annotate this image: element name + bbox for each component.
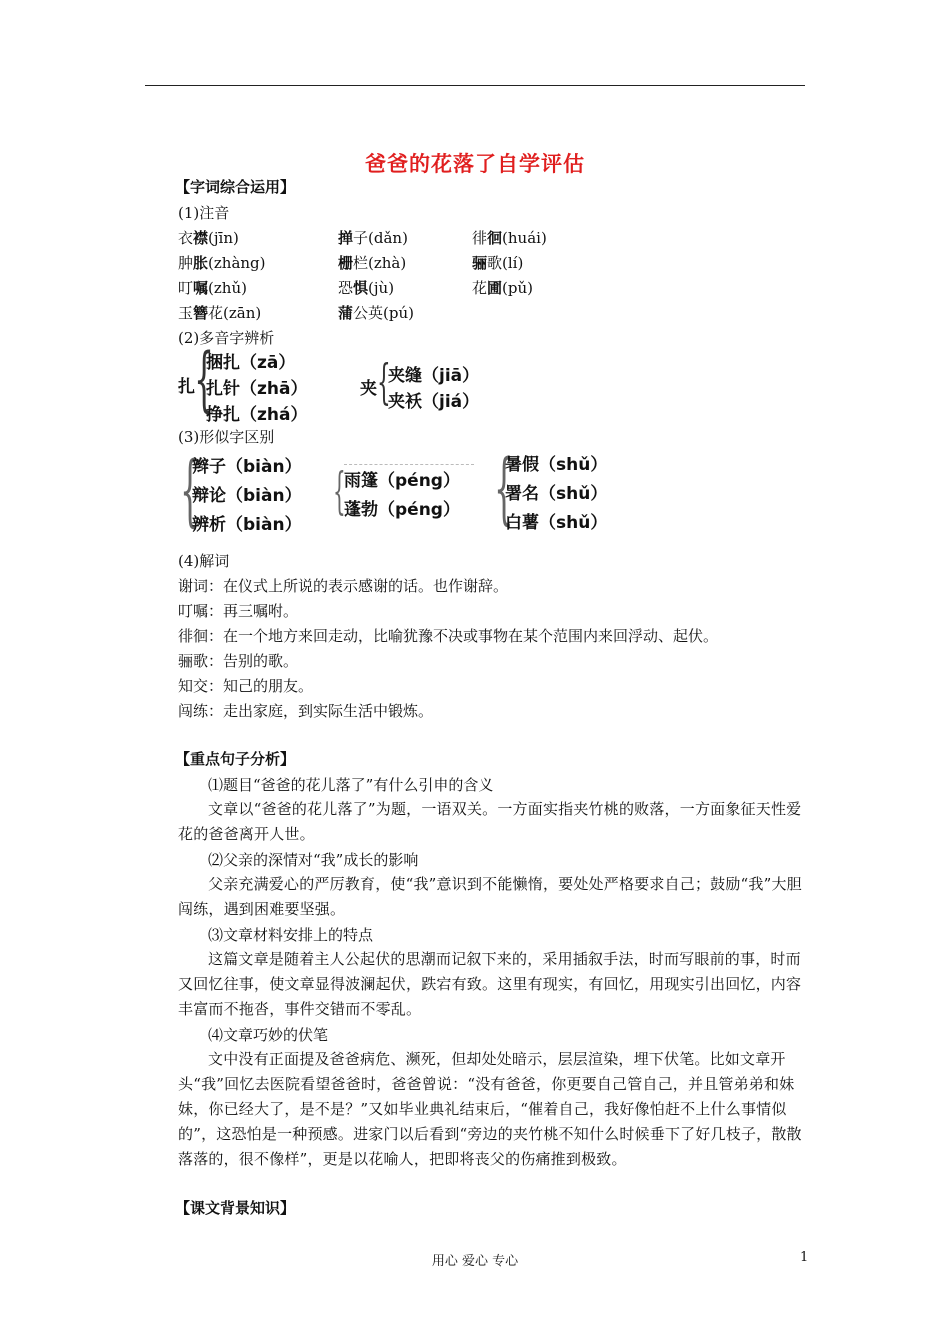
section-heading-vocab: 【字词综合运用】 bbox=[175, 178, 296, 196]
divider bbox=[344, 464, 474, 465]
question: ⑷文章巧妙的伏笔 bbox=[208, 1026, 329, 1044]
pinyin-item: 栅栏(zhà) bbox=[338, 254, 407, 272]
polyphone-item: 夹缝（jiā） bbox=[388, 366, 480, 386]
similar-item: 辫子（biàn） bbox=[192, 457, 302, 477]
polyphone-item: 捆扎（zā） bbox=[206, 353, 296, 373]
pinyin-item: 骊歌(lí) bbox=[472, 254, 524, 272]
explain-label: (4)解词 bbox=[178, 552, 230, 570]
similar-item: 辩论（biàn） bbox=[192, 486, 302, 506]
page-number: 1 bbox=[800, 1250, 809, 1265]
brace-symbol: { bbox=[194, 338, 215, 420]
pinyin-item: 掸子(dǎn) bbox=[338, 229, 408, 247]
similar-label: (3)形似字区别 bbox=[178, 428, 275, 446]
footer-text: 用心 爱心 专心 bbox=[431, 1254, 519, 1269]
answer: 父亲充满爱心的严厉教育，使“我”意识到不能懒惰，要处处严格要求自己；鼓励“我”大胆闯练，遇到困难要坚强。 bbox=[178, 875, 802, 918]
brace-symbol: { bbox=[333, 462, 346, 520]
pinyin-item: 花圃(pǔ) bbox=[472, 279, 533, 297]
explain-item: 闯练：走出家庭，到实际生活中锻炼。 bbox=[178, 702, 434, 720]
polyphone-item: 挣扎（zhá） bbox=[206, 405, 308, 425]
pinyin-item: 玉簪花(zān) bbox=[178, 304, 262, 322]
pinyin-item: 蒲公英(pú) bbox=[338, 304, 414, 322]
pinyin-item: 恐惧(jù) bbox=[338, 279, 395, 297]
polyphone-item: 扎针（zhā） bbox=[206, 379, 308, 399]
similar-item: 雨篷（péng） bbox=[344, 471, 460, 491]
polyphone-item: 夹袄（jiá） bbox=[388, 392, 480, 412]
explain-item: 叮嘱：再三嘱咐。 bbox=[178, 602, 299, 620]
similar-item: 暑假（shǔ） bbox=[505, 455, 608, 475]
brace-symbol: { bbox=[377, 354, 391, 410]
brace-symbol: { bbox=[494, 444, 514, 534]
similar-item: 蓬勃（péng） bbox=[344, 500, 460, 520]
section-heading-background: 【课文背景知识】 bbox=[175, 1199, 296, 1217]
pinyin-item: 徘徊(huái) bbox=[472, 229, 547, 247]
similar-item: 辨析（biàn） bbox=[192, 515, 302, 535]
polyphone-char-jia: 夹 bbox=[360, 379, 377, 399]
answer: 文章以“爸爸的花儿落了”为题，一语双关。一方面实指夹竹桃的败落，一方面象征天性爱花的爸爸离开人世。 bbox=[178, 800, 802, 843]
pinyin-item: 叮嘱(zhǔ) bbox=[178, 279, 247, 297]
pinyin-label: (1)注音 bbox=[178, 204, 230, 222]
header-rule bbox=[145, 85, 805, 86]
explain-item: 知交：知己的朋友。 bbox=[178, 677, 314, 695]
question: ⑴题目“爸爸的花儿落了”有什么引申的含义 bbox=[208, 776, 494, 794]
polyphone-label: (2)多音字辨析 bbox=[178, 329, 275, 347]
page-title: 爸爸的花落了自学评估 bbox=[365, 151, 585, 176]
brace-symbol: { bbox=[180, 446, 200, 536]
polyphone-char-zha: 扎 bbox=[178, 377, 195, 397]
explain-item: 骊歌：告别的歌。 bbox=[178, 652, 299, 670]
answer: 文中没有正面提及爸爸病危、濒死，但却处处暗示，层层渲染，埋下伏笔。比如文章开头“我”回忆去医院看望爸爸时，爸爸曾说：“没有爸爸，你更要自己管自己，并且管弟弟和妹妹，你已经大了，是不是？”又如毕业典礼结束后，“催着自己，我好像怕赶不上什么事情似的”，这恐怕是一种预感。进家门以后看到“旁边的夹竹桃不知什么时候垂下了好几枝子，散散落落的，很不像样”，更是以花喻人，把即将丧父的伤痛推到极致。 bbox=[178, 1050, 802, 1168]
explain-item: 徘徊：在一个地方来回走动，比喻犹豫不决或事物在某个范围内来回浮动、起伏。 bbox=[178, 627, 719, 645]
section-heading-sentences: 【重点句子分析】 bbox=[175, 750, 296, 768]
answer: 这篇文章是随着主人公起伏的思潮而记叙下来的，采用插叙手法，时而写眼前的事，时而又回忆往事，使文章显得波澜起伏，跌宕有致。这里有现实，有回忆，用现实引出回忆，内容丰富而不拖沓，事件交错而不零乱。 bbox=[178, 950, 802, 1018]
question: ⑵父亲的深情对“我”成长的影响 bbox=[208, 851, 419, 869]
pinyin-item: 衣襟(jīn) bbox=[178, 229, 239, 247]
question: ⑶文章材料安排上的特点 bbox=[208, 926, 374, 944]
similar-item: 白薯（shǔ） bbox=[505, 513, 608, 533]
explain-item: 谢词：在仪式上所说的表示感谢的话。也作谢辞。 bbox=[178, 577, 509, 595]
similar-item: 署名（shǔ） bbox=[505, 484, 608, 504]
pinyin-item: 肿胀(zhàng) bbox=[178, 254, 266, 272]
